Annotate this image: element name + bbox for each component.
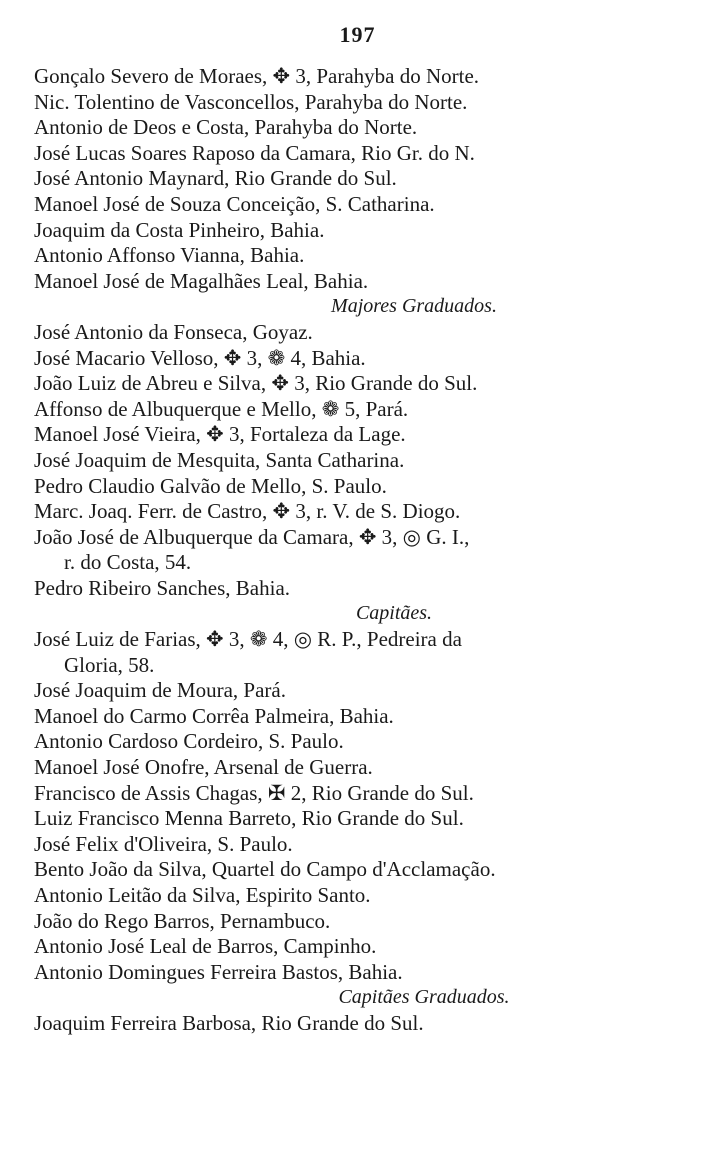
list-entry: José Antonio da Fonseca, Goyaz.: [34, 319, 313, 344]
list-entry: José Luiz de Farias, ✥ 3, ❁ 4, ◎ R. P., Pedreira da: [34, 627, 462, 652]
list-entry: Manoel José de Magalhães Leal, Bahia.: [34, 268, 369, 293]
list-entry: Manoel José de Souza Conceição, S. Catharina.: [34, 191, 435, 216]
list-entry: José Joaquim de Moura, Pará.: [34, 678, 286, 703]
list-entry: Manoel do Carmo Corrêa Palmeira, Bahia.: [34, 703, 394, 728]
section-heading-majores-graduados: Majores Graduados.: [331, 295, 497, 318]
list-entry-continuation: Gloria, 58.: [64, 652, 155, 677]
list-entry: Antonio Domingues Ferreira Bastos, Bahia.: [34, 959, 403, 984]
list-entry: Pedro Claudio Galvão de Mello, S. Paulo.: [34, 473, 387, 498]
list-entry: Antonio Leitão da Silva, Espirito Santo.: [34, 883, 371, 907]
list-entry: Antonio de Deos e Costa, Parahyba do Norte.: [34, 115, 418, 140]
list-entry: Joaquim da Costa Pinheiro, Bahia.: [34, 217, 325, 242]
list-entry: João do Rego Barros, Pernambuco.: [34, 908, 331, 933]
entry-list: [34, 64, 684, 1037]
list-entry-continuation: r. do Costa, 54.: [64, 550, 192, 575]
list-entry: Manoel José Onofre, Arsenal de Guerra.: [34, 755, 373, 780]
page-number: 197: [339, 22, 376, 47]
list-entry: Nic. Tolentino de Vasconcellos, Parahyba do Norte.: [34, 89, 468, 114]
list-entry: João José de Albuquerque da Camara, ✥ 3, ◎ G. I.,: [34, 524, 470, 549]
list-entry: José Antonio Maynard, Rio Grande do Sul.: [34, 166, 397, 191]
section-heading-capitaes-graduados: Capitães Graduados.: [338, 986, 510, 1009]
list-entry: Antonio Cardoso Cordeiro, S. Paulo.: [34, 729, 344, 754]
list-entry: Manoel José Vieira, ✥ 3, Fortaleza da Lage.: [34, 422, 406, 447]
list-entry: Antonio José Leal de Barros, Campinho.: [34, 934, 377, 959]
list-entry: João Luiz de Abreu e Silva, ✥ 3, Rio Grande do Sul.: [34, 371, 478, 396]
list-entry: Luiz Francisco Menna Barreto, Rio Grande do Sul.: [34, 806, 464, 831]
list-entry: José Macario Velloso, ✥ 3, ❁ 4, Bahia.: [34, 345, 366, 370]
list-entry: Gonçalo Severo de Moraes, ✥ 3, Parahyba do Norte.: [34, 64, 480, 88]
list-entry: Pedro Ribeiro Sanches, Bahia.: [34, 575, 291, 600]
list-entry: Bento João da Silva, Quartel do Campo d'Acclamação.: [34, 857, 496, 882]
list-entry: José Lucas Soares Raposo da Camara, Rio Gr. do N.: [34, 140, 475, 165]
list-entry: Antonio Affonso Vianna, Bahia.: [34, 243, 305, 268]
list-entry: Affonso de Albuquerque e Mello, ❁ 5, Pará.: [34, 396, 409, 421]
list-entry: Marc. Joaq. Ferr. de Castro, ✥ 3, r. V. de S. Diogo.: [34, 499, 461, 524]
list-entry: José Felix d'Oliveira, S. Paulo.: [34, 831, 293, 856]
list-entry: José Joaquim de Mesquita, Santa Catharina.: [34, 447, 405, 472]
list-entry: Joaquim Ferreira Barbosa, Rio Grande do Sul.: [34, 1010, 424, 1035]
list-entry: Francisco de Assis Chagas, ✠ 2, Rio Grande do Sul.: [34, 780, 474, 805]
section-heading-capitaes: Capitães.: [355, 602, 433, 625]
